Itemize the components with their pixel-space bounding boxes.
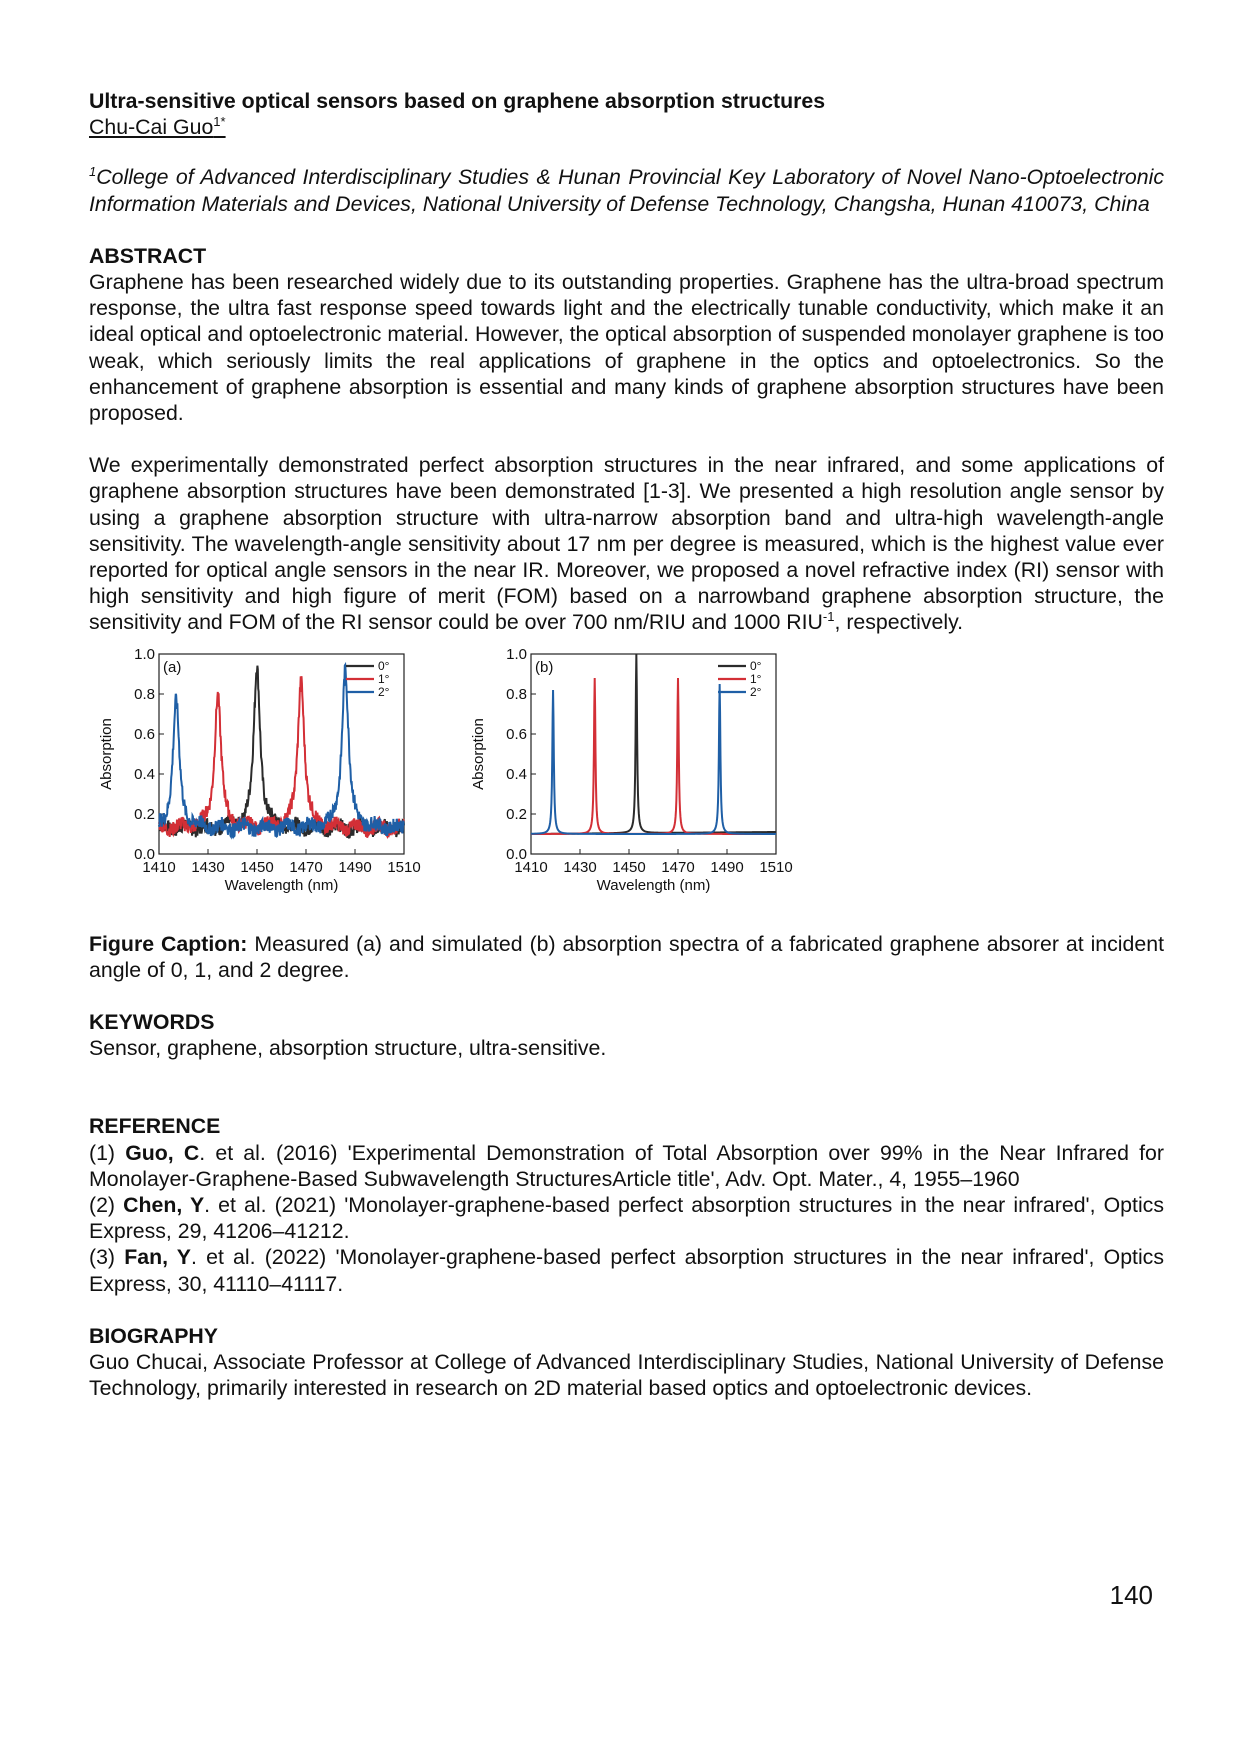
x-tick-label: 1510 xyxy=(387,858,421,876)
y-tick-label: 0.4 xyxy=(506,765,527,783)
paper-page xyxy=(89,88,1164,1402)
legend-entry: 1° xyxy=(378,671,390,686)
reference-item xyxy=(89,1140,1164,1192)
x-tick-label: 1450 xyxy=(612,858,646,876)
series-line xyxy=(531,678,776,834)
x-tick-label: 1490 xyxy=(338,858,372,876)
x-tick-label: 1410 xyxy=(142,858,176,876)
abstract-p2-main: We experimentally demonstrated perfect absorption structures in the near infrared, and some applications of graphene absorption structures have been demonstrated [1-3]. We presented a high resolution angle sensor by using a graphene absorption structure with ultra-narrow absorption band and ultra-high wavelength-angle sensitivity. The wavelength-angle sensitivity about 17 nm per degree is measured, which is the highest value ever reported for optical angle sensors in the near IR. Moreover, we proposed a novel refractive index (RI) sensor with high sensitivity and high figure of merit (FOM) based on a narrowband graphene absorption structure, the sensitivity and FOM of the RI sensor could be over 700 nm/RIU and 1000 RIU xyxy=(89,453,1164,635)
y-tick-label: 0.8 xyxy=(134,685,155,703)
biography-text: Guo Chucai, Associate Professor at College of Advanced Interdisciplinary Studies, National University of Defense Technology, primarily interested in research on 2D material based optics and optoelectronic devices. xyxy=(89,1350,1164,1401)
legend-entry: 0° xyxy=(378,658,390,673)
x-axis-label: Wavelength (nm) xyxy=(224,876,339,894)
x-tick-label: 1510 xyxy=(759,858,793,876)
reference-number: (3) xyxy=(89,1245,125,1270)
y-tick-label: 0.0 xyxy=(506,845,527,863)
abstract-paragraph-1: Graphene has been researched widely due to its outstanding properties. Graphene has the ultra-broad spectrum response, the ultra fast response speed towards light and the electrically tunable conductivity, which make it an ideal optical and optoelectronic material. However, the optical absorption of suspended monolayer graphene is too weak, which seriously limits the real applications of graphene in the optics and optoelectronics. So the enhancement of graphene absorption is essential and many kinds of graphene absorption structures have been proposed. xyxy=(89,270,1164,426)
series-line xyxy=(159,665,404,837)
y-axis-label: Absorption xyxy=(470,717,487,790)
panel-label: (b) xyxy=(535,658,554,676)
y-tick-label: 0.4 xyxy=(134,765,155,783)
reference-number: (2) xyxy=(89,1193,124,1218)
legend-entry: 2° xyxy=(378,684,390,699)
figure-caption xyxy=(89,931,1164,983)
y-axis-label: Absorption xyxy=(98,717,115,790)
series-line xyxy=(531,684,776,834)
chart-panel-b xyxy=(461,646,841,931)
reference-list xyxy=(89,1140,1164,1297)
chart-panel-a xyxy=(89,646,469,931)
plot-frame xyxy=(531,654,776,854)
x-tick-label: 1470 xyxy=(661,858,695,876)
figure xyxy=(89,646,849,931)
series-line xyxy=(531,654,776,834)
y-tick-label: 1.0 xyxy=(506,645,527,663)
affiliation-text: College of Advanced Interdisciplinary Studies & Hunan Provincial Key Laboratory of Novel Nano-Optoelectronic Information Materials and Devices, National University of Defense Technology, Changsha, Hunan 410073, China xyxy=(89,165,1164,216)
y-tick-label: 0.6 xyxy=(134,725,155,743)
reference-item xyxy=(89,1192,1164,1244)
reference-item xyxy=(89,1244,1164,1296)
abstract-p2-end: , respectively. xyxy=(834,610,964,635)
reference-author: Chen, Y xyxy=(123,1193,205,1218)
legend-entry: 1° xyxy=(750,671,762,686)
x-tick-label: 1450 xyxy=(240,858,274,876)
panel-label: (a) xyxy=(163,658,182,676)
abstract-paragraph-2 xyxy=(89,452,1164,635)
x-axis-label: Wavelength (nm) xyxy=(596,876,711,894)
y-tick-label: 0.6 xyxy=(506,725,527,743)
author-name: Chu-Cai Guo xyxy=(89,115,214,140)
y-tick-label: 0.2 xyxy=(134,805,155,823)
affiliation-mark: 1 xyxy=(89,164,97,180)
y-tick-label: 1.0 xyxy=(134,645,155,663)
reference-text: . et al. (2021) 'Monolayer-graphene-based perfect absorption structures in the near infrared', Optics Express, 29, 41206–41212. xyxy=(89,1193,1164,1244)
reference-number: (1) xyxy=(89,1140,126,1165)
x-tick-label: 1470 xyxy=(289,858,323,876)
legend-entry: 0° xyxy=(750,658,762,673)
y-tick-label: 0.2 xyxy=(506,805,527,823)
reference-heading: REFERENCE xyxy=(89,1114,221,1139)
legend-entry: 2° xyxy=(750,684,762,699)
y-tick-label: 0.0 xyxy=(134,845,155,863)
series-line xyxy=(159,676,404,837)
affiliation xyxy=(89,164,1164,216)
reference-text: . et al. (2022) 'Monolayer-graphene-based perfect absorption structures in the near infrared', Optics Express, 30, 41110–41117. xyxy=(89,1245,1164,1296)
x-tick-label: 1430 xyxy=(563,858,597,876)
y-tick-label: 0.8 xyxy=(506,685,527,703)
page-number: 140 xyxy=(1109,1580,1153,1610)
reference-text: . et al. (2016) 'Experimental Demonstration of Total Absorption over 99% in the Near Infrared for Monolayer-Graphene-Based Subwavelength StructuresArticle title', Adv. Opt. Mater., 4, 1955–1960 xyxy=(89,1140,1164,1191)
reference-author: Fan, Y xyxy=(124,1245,191,1270)
x-tick-label: 1410 xyxy=(514,858,548,876)
keywords-heading: KEYWORDS xyxy=(89,1010,215,1035)
biography-heading: BIOGRAPHY xyxy=(89,1323,218,1348)
figure-caption-label: Figure Caption: xyxy=(89,931,248,956)
x-tick-label: 1430 xyxy=(191,858,225,876)
abstract-p2-sup: -1 xyxy=(822,609,835,625)
author-marks: 1* xyxy=(213,114,226,130)
abstract-heading: ABSTRACT xyxy=(89,243,207,268)
x-tick-label: 1490 xyxy=(710,858,744,876)
keywords-text: Sensor, graphene, absorption structure, ultra-sensitive. xyxy=(89,1036,607,1061)
paper-title: Ultra-sensitive optical sensors based on graphene absorption structures xyxy=(89,89,826,113)
author-line xyxy=(89,114,1164,140)
reference-author: Guo, C xyxy=(125,1140,200,1165)
figure-caption-text: Measured (a) and simulated (b) absorption spectra of a fabricated graphene absorer at incident angle of 0, 1, and 2 degree. xyxy=(89,931,1164,982)
